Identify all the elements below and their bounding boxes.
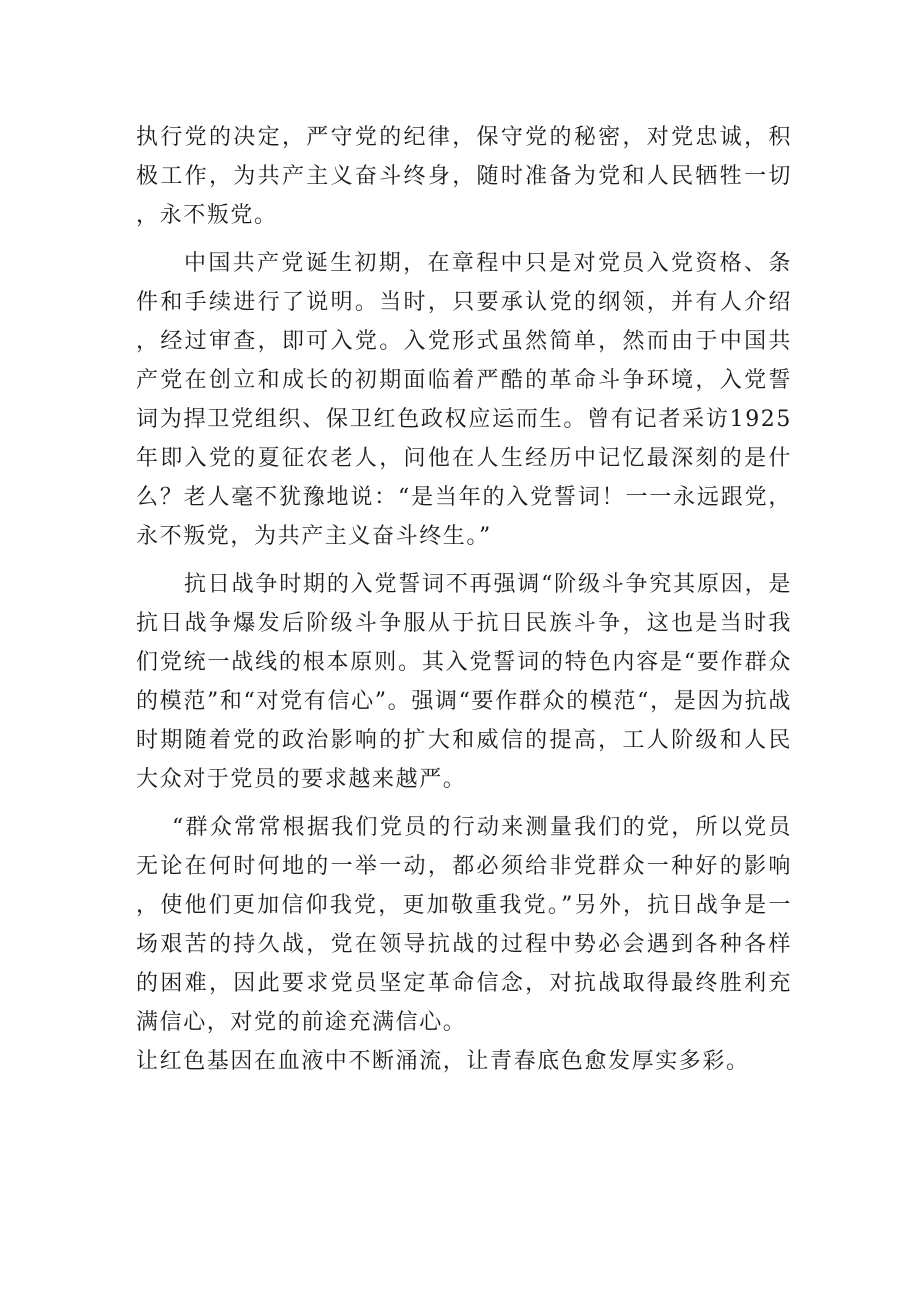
paragraph-anti-japanese-war: 抗日战争时期的入党誓词不再强调“阶级斗争究其原因，是抗日战争爆发后阶级斗争服从于抗日民族斗争，这也是当时我们党统一战线的根本原则。其入党誓词的特色内容是“要作群众的模范”和“对党有信心”。强调“要作群众的模范“，是因为抗战时期随着党的政治影响的扩大和威信的提高，工人阶级和人民大众对于党员的要求越来越严。 <box>136 572 792 792</box>
paragraph-masses-quote: “群众常常根据我们党员的行动来测量我们的党，所以党员无论在何时何地的一举一动，都必须给非党群众一种好的影响，使他们更加信仰我党，更加敬重我党。”另外，抗日战争是一场艰苦的持久战，党在领导抗战的过程中势必会遇到各种各样的困难，因此要求党员坚定革命信念，对抗战取得最终胜利充满信心，对党的前途充满信心。 <box>136 815 792 1035</box>
paragraph-early-party: 中国共产党诞生初期，在章程中只是对党员入党资格、条件和手续进行了说明。当时，只要承认党的纲领，并有人介绍，经过审查，即可入党。入党形式虽然简单，然而由于中国共产党在创立和成长的初期面临着严酷的革命斗争环境，入党誓词为捍卫党组织、保卫红色政权应运而生。曾有记者采访1925年即入党的夏征农老人，问他在人生经历中记忆最深刻的是什么？老人毫不犹豫地说：“是当年的入党誓词！一一永远跟党，永不叛党，为共产主义奋斗终生。” <box>136 251 792 549</box>
paragraph-closing: 让红色基因在血液中不断涌流，让青春底色愈发厚实多彩。 <box>136 1049 750 1074</box>
body-text <box>136 118 792 1081</box>
paragraph-oath-continuation: 执行党的决定，严守党的纪律，保守党的秘密，对党忠诚，积极工作，为共产主义奋斗终身，随时准备为党和人民牺牲一切，永不叛党。 <box>136 125 792 228</box>
